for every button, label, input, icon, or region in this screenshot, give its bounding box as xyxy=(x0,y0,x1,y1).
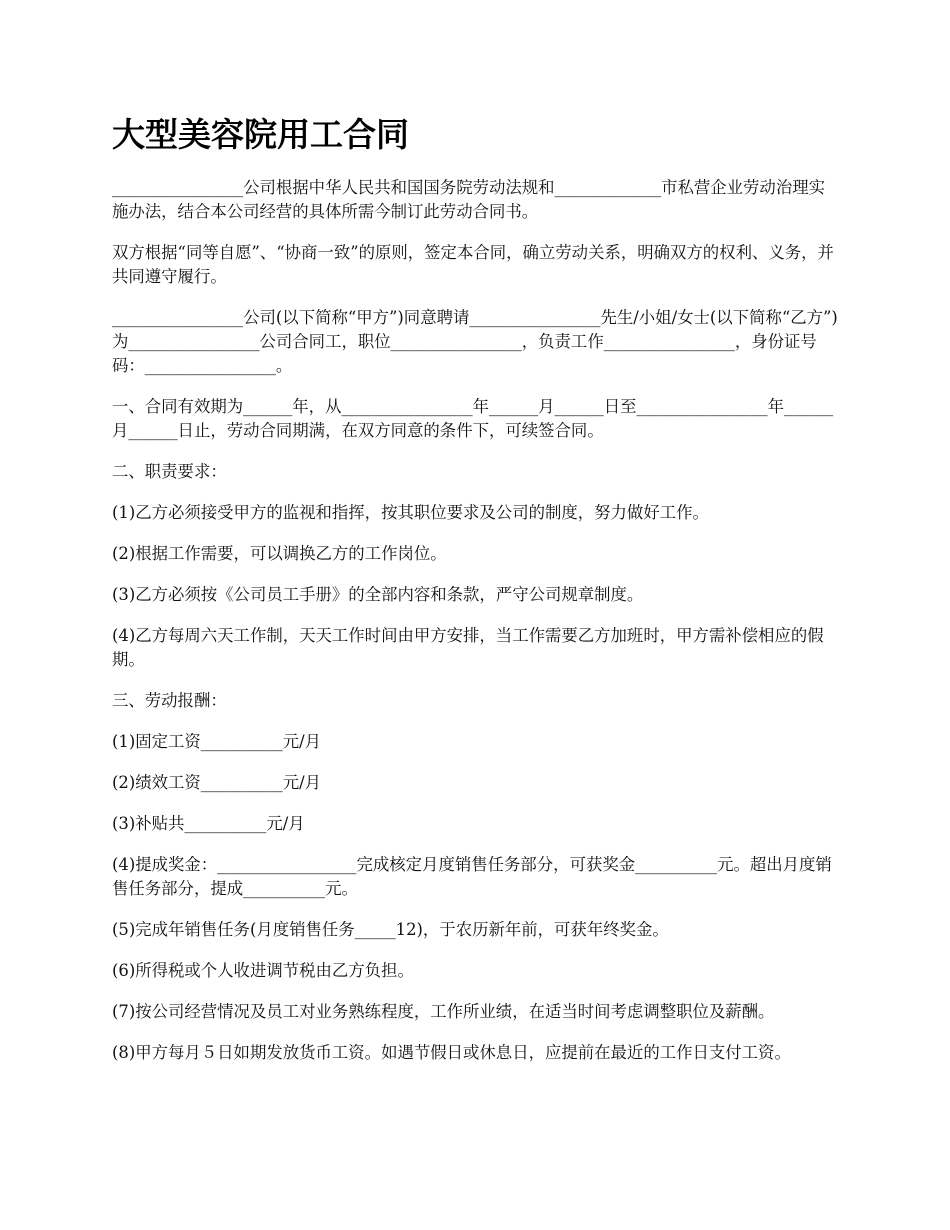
pay-item-2: (2)绩效工资__________元/月 xyxy=(112,773,322,792)
section-heading-duties: 二、职责要求： xyxy=(112,462,227,481)
paragraph-parties: ________________公司(以下简称“甲方”)同意聘请________________先生/小姐/女士(以下简称“乙方”)为________________公司合同工，职位________________，负责工作________________，身份证号码：________________。 xyxy=(112,308,838,375)
pay-item-8: (8)甲方每月５日如期发放货币工资。如遇节假日或休息日，应提前在最近的工作日支付工资。 xyxy=(112,1043,791,1062)
section-heading-pay: 三、劳动报酬： xyxy=(112,691,227,710)
pay-item-6: (6)所得税或个人收进调节税由乙方负担。 xyxy=(112,961,414,980)
paragraph-contract-term: 一、合同有效期为______年，从________________年______月______日至________________年______月______日止，劳动合同期满，在双方同意的条件下，可续签合同。 xyxy=(112,397,834,440)
duty-item-4: (4)乙方每周六天工作制，天天工作时间由甲方安排，当工作需要乙方加班时，甲方需补偿相应的假期。 xyxy=(112,626,824,669)
pay-item-5: (5)完成年销售任务(月度销售任务_____12)，于农历新年前，可获年终奖金。 xyxy=(112,920,669,939)
paragraph-preamble: ________________公司根据中华人民共和国国务院劳动法规和_____________市私营企业劳动治理实施办法，结合本公司经营的具体所需今制订此劳动合同书。 xyxy=(112,178,825,221)
duty-item-3: (3)乙方必须按《公司员工手册》的全部内容和条款，严守公司规章制度。 xyxy=(112,585,644,604)
document-title: 大型美容院用工合同 xyxy=(112,115,409,154)
duty-item-2: (2)根据工作需要，可以调换乙方的工作岗位。 xyxy=(112,544,447,563)
duty-item-1: (1)乙方必须接受甲方的监视和指挥，按其职位要求及公司的制度，努力做好工作。 xyxy=(112,503,709,522)
pay-item-4: (4)提成奖金：_________________完成核定月度销售任务部分，可获奖金__________元。超出月度销售任务部分，提成__________元。 xyxy=(112,855,832,898)
paragraph-principle: 双方根据“同等自愿”、“协商一致”的原则，签定本合同，确立劳动关系，明确双方的权利、义务，并共同遵守履行。 xyxy=(112,243,834,286)
document-page xyxy=(112,112,840,1082)
pay-item-7: (7)按公司经营情况及员工对业务熟练程度，工作所业绩，在适当时间考虑调整职位及薪酬。 xyxy=(112,1002,775,1021)
pay-item-1: (1)固定工资__________元/月 xyxy=(112,732,322,751)
pay-item-3: (3)补贴共__________元/月 xyxy=(112,814,305,833)
